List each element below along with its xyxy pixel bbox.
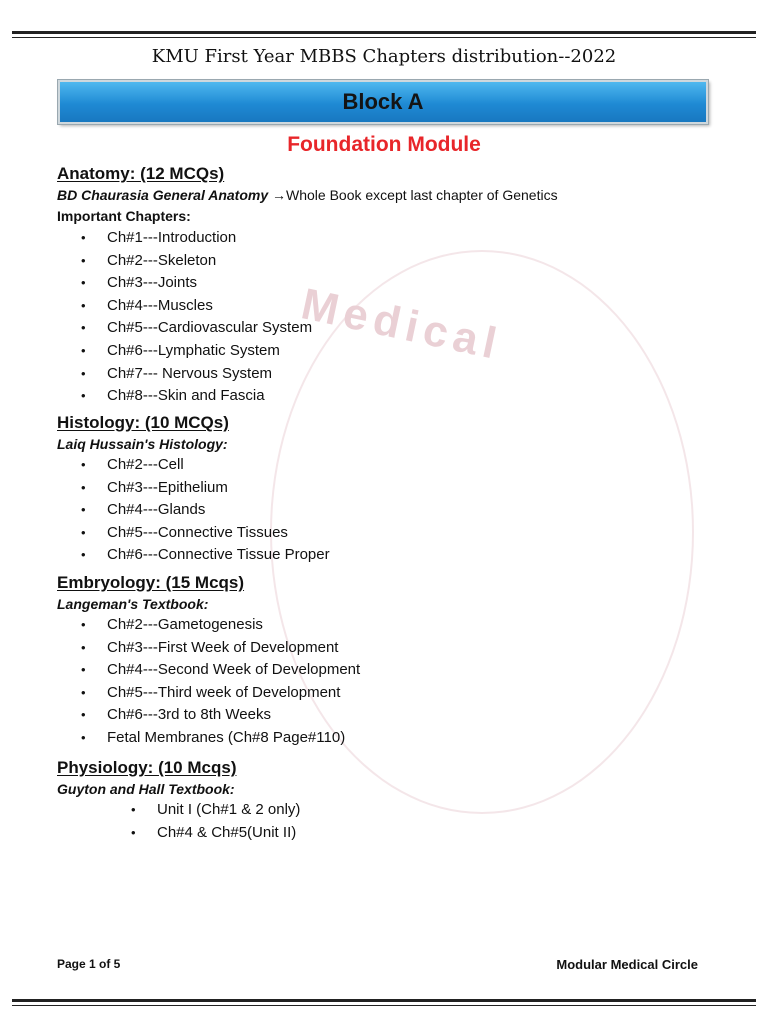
bottom-rule <box>12 999 756 1002</box>
document-title: KMU First Year MBBS Chapters distribution--2022 <box>151 46 617 67</box>
embryology-book: Langeman's Textbook: <box>57 596 209 612</box>
embryology-list <box>57 614 360 750</box>
physiology-book: Guyton and Hall Textbook: <box>57 781 235 797</box>
block-banner <box>58 80 708 124</box>
anatomy-book <box>57 185 558 205</box>
page-number: Page 1 of 5 <box>57 957 121 971</box>
histology-heading: Histology: (10 MCQs) <box>57 413 229 432</box>
physiology-heading: Physiology: (10 Mcqs) <box>57 758 237 777</box>
list-item: • Ch#2---Gametogenesis <box>57 614 360 637</box>
list-item: • Ch#4---Muscles <box>57 295 558 318</box>
list-item: • Ch#1---Introduction <box>57 227 558 250</box>
list-item: • Ch#2---Cell <box>57 454 330 477</box>
histology-list <box>57 454 330 567</box>
histology-book: Laiq Hussain's Histology: <box>57 436 228 452</box>
list-item: • Ch#8---Skin and Fascia <box>57 385 558 408</box>
anatomy-book-note: →Whole Book except last chapter of Genetics <box>272 187 558 203</box>
physiology-section <box>57 757 300 844</box>
list-item: • Ch#4---Glands <box>57 499 330 522</box>
list-item: • Ch#2---Skeleton <box>57 250 558 273</box>
top-rule-thin <box>12 37 756 38</box>
list-item: • Ch#6---Lymphatic System <box>57 340 558 363</box>
list-item: • Ch#6---3rd to 8th Weeks <box>57 704 360 727</box>
list-item: • Ch#3---First Week of Development <box>57 637 360 660</box>
list-item: • Ch#3---Epithelium <box>57 477 330 500</box>
block-label: Block A <box>342 89 424 114</box>
list-item: • Ch#4 & Ch#5(Unit II) <box>57 822 300 845</box>
anatomy-list <box>57 227 558 408</box>
footer-brand: Modular Medical Circle <box>556 957 698 972</box>
list-item: • Ch#7--- Nervous System <box>57 363 558 386</box>
anatomy-heading: Anatomy: (12 MCQs) <box>57 164 225 183</box>
top-rule <box>12 31 756 34</box>
list-item: • Ch#5---Third week of Development <box>57 682 360 705</box>
embryology-heading: Embryology: (15 Mcqs) <box>57 573 245 592</box>
anatomy-book-title: BD Chaurasia General Anatomy <box>57 187 269 203</box>
histology-section <box>57 412 330 567</box>
list-item: • Unit I (Ch#1 & 2 only) <box>57 799 300 822</box>
embryology-section <box>57 572 360 750</box>
bottom-rule-thin <box>12 1005 756 1006</box>
important-chapters-label: Important Chapters: <box>57 208 191 224</box>
list-item: • Ch#5---Cardiovascular System <box>57 317 558 340</box>
physiology-list <box>57 799 300 844</box>
module-title: Foundation Module <box>287 133 481 156</box>
list-item: • Ch#4---Second Week of Development <box>57 659 360 682</box>
list-item: • Ch#3---Joints <box>57 272 558 295</box>
anatomy-section <box>57 163 558 408</box>
list-item: • Ch#5---Connective Tissues <box>57 522 330 545</box>
list-item: • Fetal Membranes (Ch#8 Page#110) <box>57 727 360 750</box>
list-item: • Ch#6---Connective Tissue Proper <box>57 544 330 567</box>
watermark-text: Medical <box>297 279 507 370</box>
